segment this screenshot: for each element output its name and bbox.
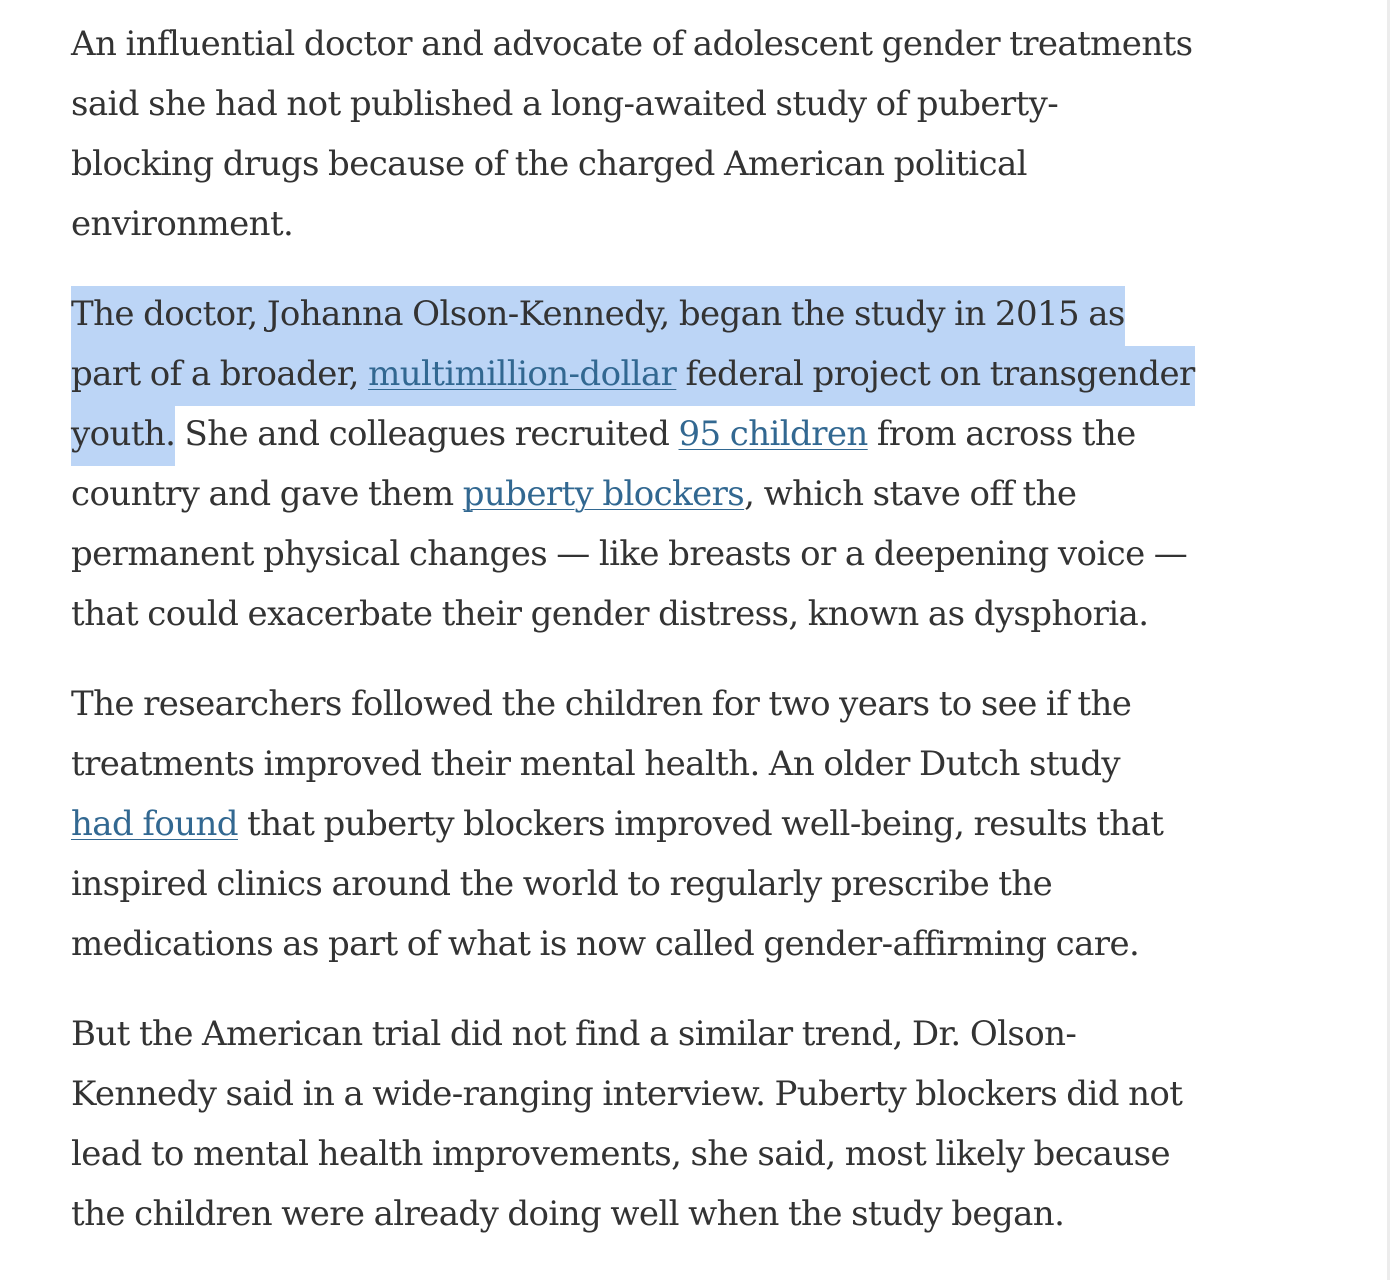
had-found-link[interactable]: had found: [71, 804, 238, 844]
paragraph-line: permanent physical changes — like breasts or a deepening voice —: [71, 534, 1188, 574]
paragraph-line: [71, 404, 1361, 464]
paragraph-line: [71, 344, 1361, 404]
article-body: [71, 14, 1361, 1274]
paragraph-line: An influential doctor and advocate of adolescent gender treatments: [71, 24, 1193, 64]
text-segment: that puberty blockers improved well-being, results that: [237, 804, 1164, 844]
paragraph-line: environment.: [71, 204, 294, 244]
paragraph-2: [71, 284, 1361, 644]
paragraph-line: inspired clinics around the world to regularly prescribe the: [71, 864, 1053, 904]
paragraph-line: [71, 284, 1361, 344]
paragraph-line: said she had not published a long-awaited study of puberty-: [71, 84, 1059, 124]
95-children-link[interactable]: 95 children: [678, 414, 868, 454]
paragraph-4: [71, 1004, 1361, 1244]
selected-text: youth.: [71, 406, 175, 466]
multimillion-dollar-link[interactable]: multimillion-dollar: [368, 354, 677, 394]
paragraph-line: [71, 464, 1361, 524]
text-segment: from across the: [867, 414, 1136, 454]
text-segment: country and gave them: [71, 474, 463, 514]
paragraph-3: [71, 674, 1361, 974]
paragraph-line: lead to mental health improvements, she said, most likely because: [71, 1134, 1171, 1174]
paragraph-line: Kennedy said in a wide-ranging interview. Puberty blockers did not: [71, 1074, 1183, 1114]
text-segment: She and colleagues recruited: [175, 414, 679, 454]
selected-text: The doctor, Johanna Olson-Kennedy, began the study in 2015 as: [71, 286, 1125, 346]
paragraph-line: The researchers followed the children for two years to see if the: [71, 684, 1132, 724]
paragraph-line: But the American trial did not find a similar trend, Dr. Olson-: [71, 1014, 1077, 1054]
selected-text: [71, 346, 1195, 406]
text-segment: federal project on transgender: [676, 354, 1195, 394]
text-segment: part of a broader,: [71, 354, 369, 394]
paragraph-1: [71, 14, 1361, 254]
paragraph-line: blocking drugs because of the charged American political: [71, 144, 1027, 184]
paragraph-line: [71, 794, 1361, 854]
text-segment: , which stave off the: [744, 474, 1077, 514]
paragraph-line: medications as part of what is now called gender-affirming care.: [71, 924, 1140, 964]
paragraph-line: treatments improved their mental health. An older Dutch study: [71, 744, 1120, 784]
paragraph-line: the children were already doing well when the study began.: [71, 1194, 1065, 1234]
puberty-blockers-link[interactable]: puberty blockers: [462, 474, 745, 514]
paragraph-line: that could exacerbate their gender distress, known as dysphoria.: [71, 594, 1149, 634]
